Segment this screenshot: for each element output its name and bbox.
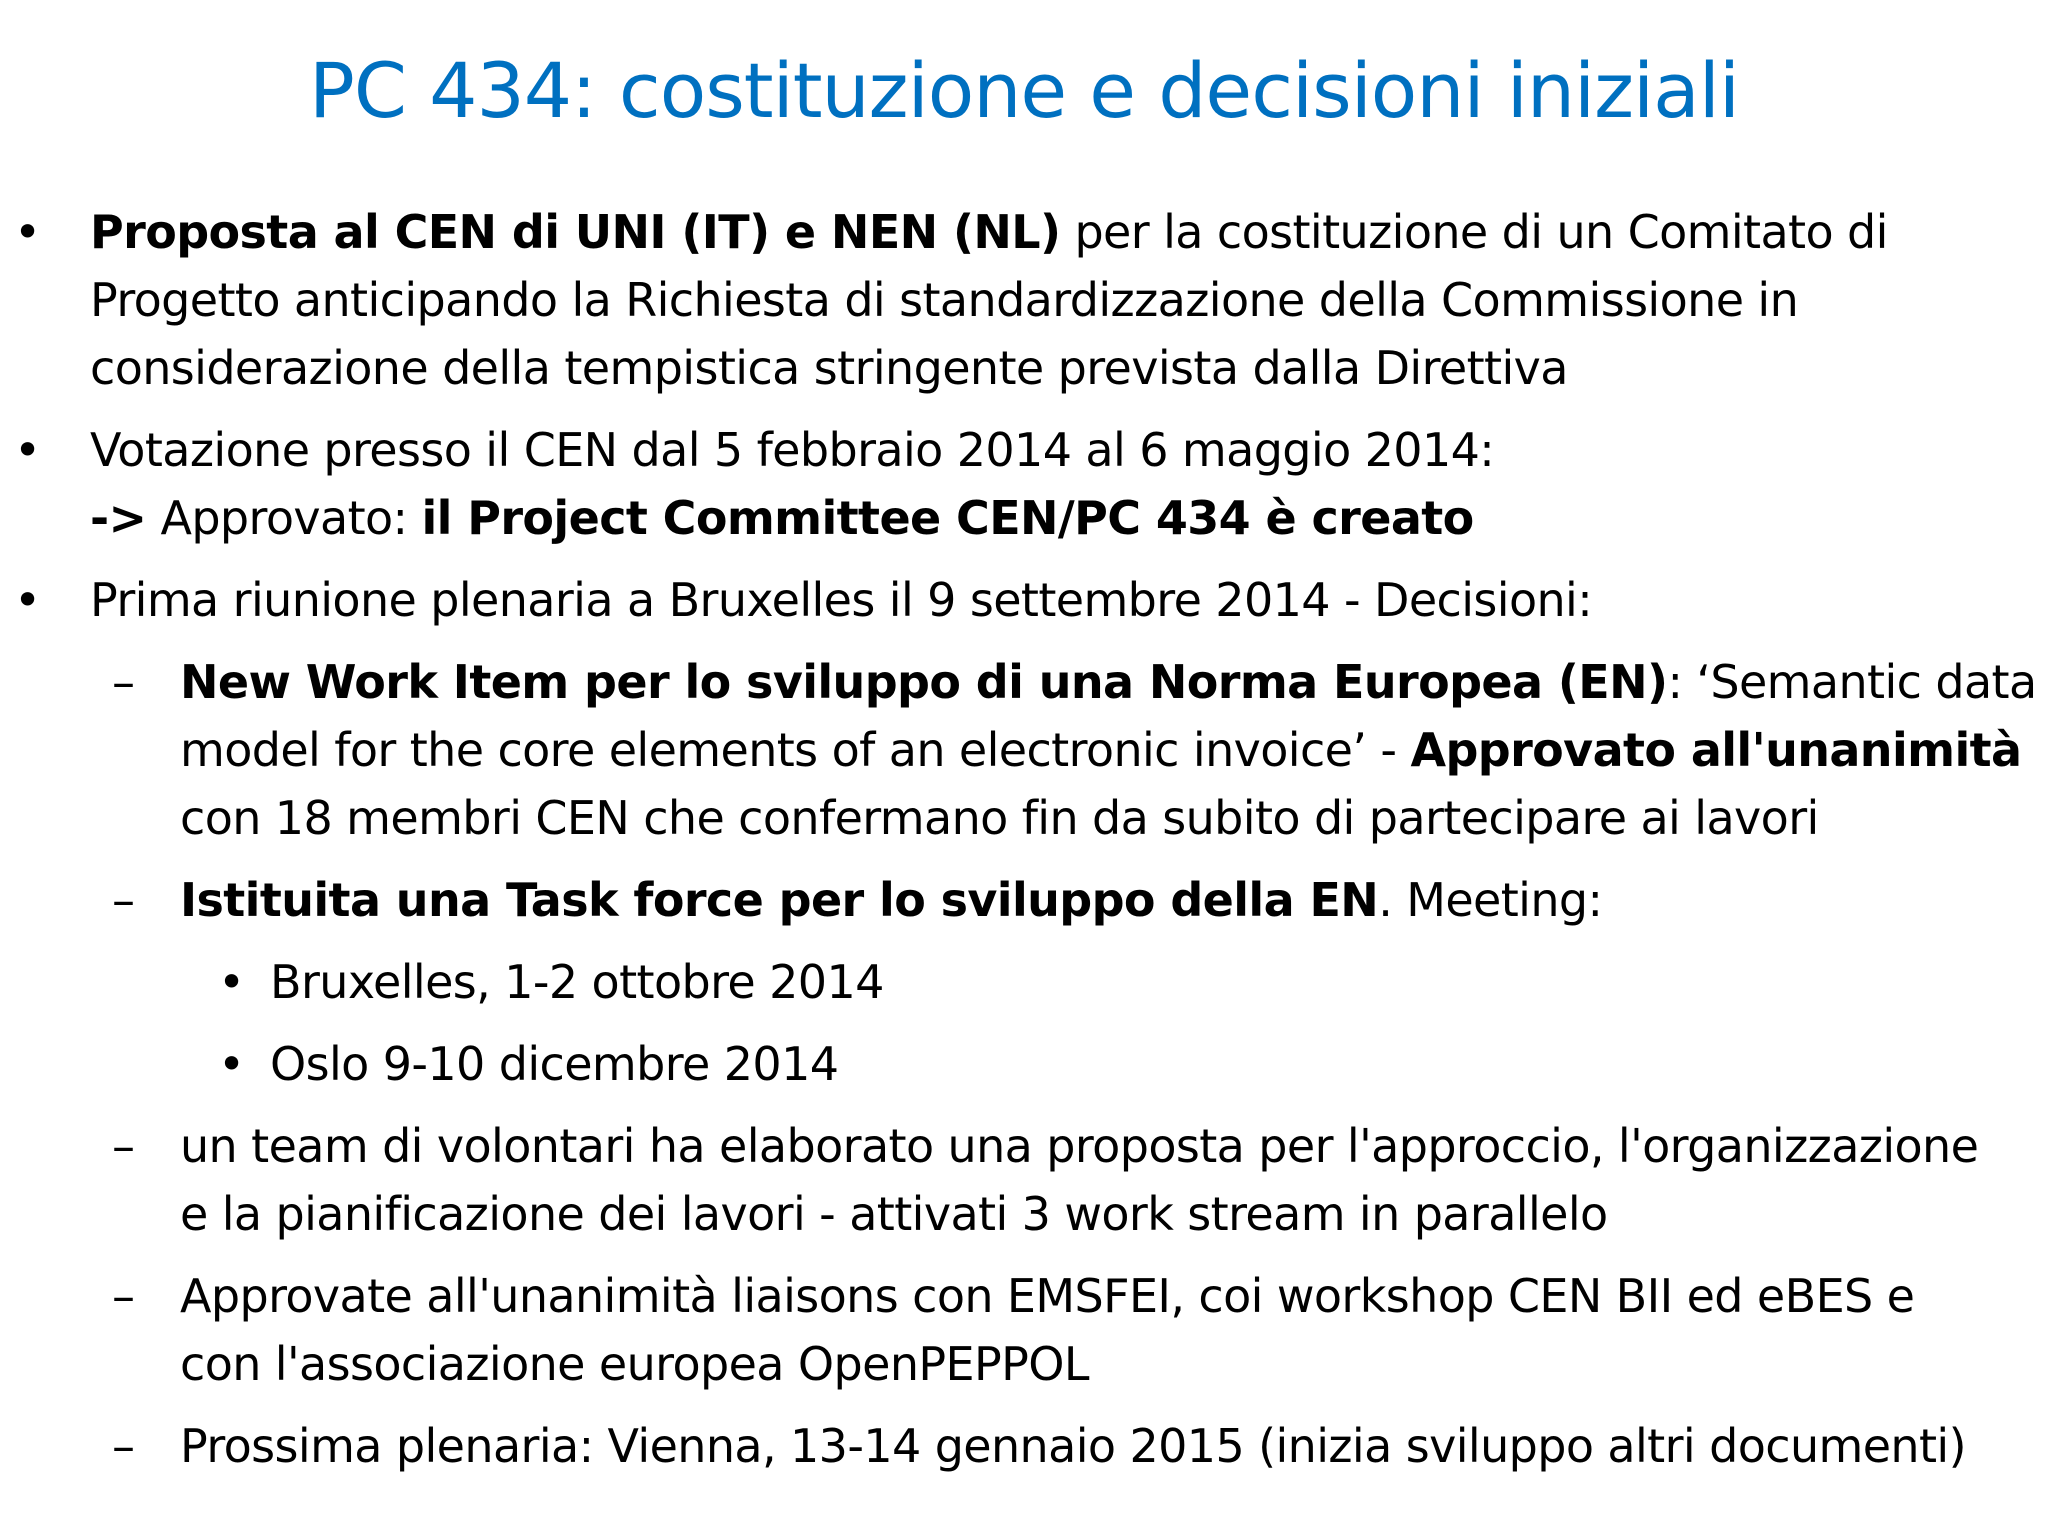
new-work-item-text: : ‘Semantic data — [1667, 655, 2037, 709]
bullet-dot-icon: • — [14, 573, 41, 627]
approved-bold-text: il Project Committee CEN/PC 434 è creato — [421, 491, 1474, 545]
dash-icon: – — [112, 1419, 135, 1473]
proposal-bold-text: Proposta al CEN di UNI (IT) e NEN (NL) — [90, 205, 1061, 259]
dash-icon: – — [112, 655, 135, 709]
new-work-item-text: model for the core elements of an electronic invoice’ - — [180, 723, 1411, 777]
bullet-dot-icon: • — [14, 205, 41, 259]
approved-label: Approvato: — [146, 491, 422, 545]
bullet-line — [90, 484, 2048, 552]
bullet-line: Prossima plenaria: Vienna, 13-14 gennaio 2015 (inizia sviluppo altri documenti) — [180, 1419, 1966, 1473]
bullet-line — [180, 716, 2048, 784]
sub-item-task-force — [0, 866, 2048, 934]
approved-unanimity-bold: Approvato all'unanimità — [1410, 723, 2022, 777]
bullet-list — [0, 198, 2048, 1494]
sub-item-next-plenary — [0, 1412, 2048, 1480]
bullet-line — [180, 866, 2048, 934]
arrow-text: -> — [90, 491, 147, 545]
bullet-item-proposal — [0, 198, 2048, 402]
bullet-line — [90, 198, 2048, 266]
bullet-line: con l'associazione europea OpenPEPPOL — [180, 1337, 1089, 1391]
bullet-item-vote — [0, 416, 2048, 552]
sub-item-liaisons — [0, 1262, 2048, 1398]
meeting-item-bruxelles — [0, 948, 2048, 1016]
bullet-dot-icon: • — [218, 1037, 245, 1091]
sub-item-volunteer-team — [0, 1112, 2048, 1248]
slide-title: PC 434: costituzione e decisioni iniziali — [309, 46, 1739, 135]
bullet-line: un team di volontari ha elaborato una proposta per l'approccio, l'organizzazione — [180, 1119, 1979, 1173]
bullet-line: Prima riunione plenaria a Bruxelles il 9 settembre 2014 - Decisioni: — [90, 573, 1593, 627]
bullet-line: Votazione presso il CEN dal 5 febbraio 2014 al 6 maggio 2014: — [90, 423, 1495, 477]
meeting-item-oslo — [0, 1030, 2048, 1098]
task-force-bold: Istituita una Task force per lo sviluppo della EN — [180, 873, 1379, 927]
bullet-line: e la pianificazione dei lavori - attivati 3 work stream in parallelo — [180, 1187, 1608, 1241]
bullet-line — [180, 648, 2048, 716]
sub-item-new-work-item — [0, 648, 2048, 852]
bullet-line: considerazione della tempistica stringente prevista dalla Direttiva — [90, 341, 1568, 395]
new-work-item-bold: New Work Item per lo sviluppo di una Norma Europea (EN) — [180, 655, 1668, 709]
bullet-line: Progetto anticipando la Richiesta di standardizzazione della Commissione in — [90, 273, 1799, 327]
proposal-text: per la costituzione di un Comitato di — [1060, 205, 1888, 259]
task-force-text: . Meeting: — [1378, 873, 1603, 927]
bullet-line: Bruxelles, 1-2 ottobre 2014 — [270, 955, 884, 1009]
bullet-item-plenary — [0, 566, 2048, 634]
bullet-line: Approvate all'unanimità liaisons con EMSFEI, coi workshop CEN BII ed eBES e — [180, 1269, 1915, 1323]
dash-icon: – — [112, 873, 135, 927]
bullet-dot-icon: • — [218, 955, 245, 1009]
bullet-dot-icon: • — [14, 423, 41, 477]
dash-icon: – — [112, 1269, 135, 1323]
bullet-line: Oslo 9-10 dicembre 2014 — [270, 1037, 839, 1091]
bullet-line: con 18 membri CEN che confermano fin da subito di partecipare ai lavori — [180, 791, 1819, 845]
dash-icon: – — [112, 1119, 135, 1173]
